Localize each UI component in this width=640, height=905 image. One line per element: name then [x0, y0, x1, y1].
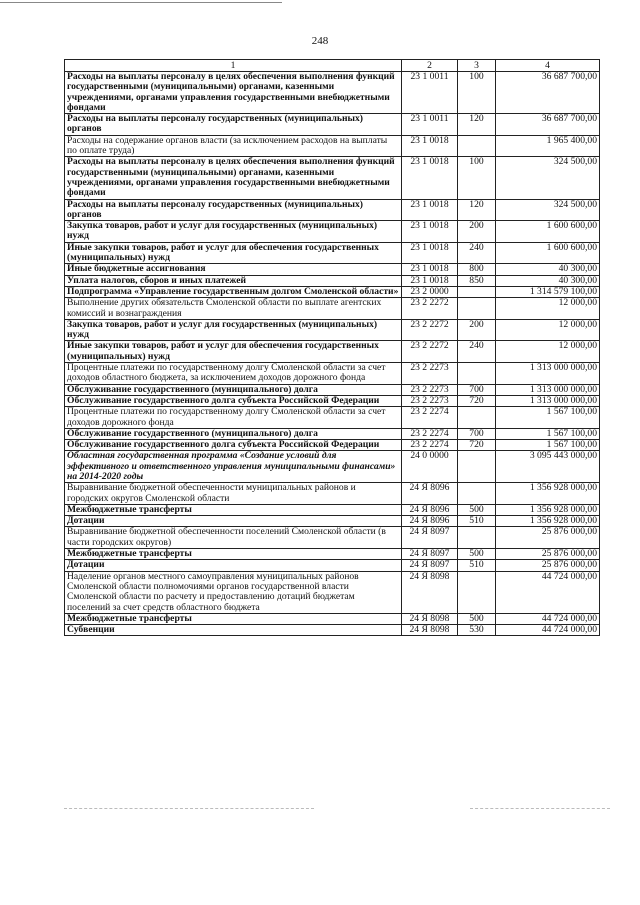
row-expense-type: 720	[458, 440, 496, 451]
row-expense-type	[458, 527, 496, 549]
row-description: Обслуживание государственного (муниципального) долга	[65, 428, 402, 439]
row-code: 24 Я 8098	[402, 571, 458, 613]
row-description: Расходы на выплаты персоналу государственных (муниципальных) органов	[65, 114, 402, 136]
row-code: 23 2 2272	[402, 298, 458, 320]
row-code: 23 1 0018	[402, 157, 458, 199]
table-row	[65, 625, 600, 636]
table-header-row	[65, 60, 600, 72]
row-expense-type: 240	[458, 242, 496, 264]
row-expense-type	[458, 286, 496, 297]
row-description: Межбюджетные трансферты	[65, 613, 402, 624]
row-expense-type: 240	[458, 341, 496, 363]
budget-table	[64, 59, 600, 636]
row-amount: 1 567 100,00	[496, 428, 600, 439]
row-description: Обслуживание государственного долга субъекта Российской Федерации	[65, 440, 402, 451]
row-expense-type	[458, 298, 496, 320]
row-expense-type: 200	[458, 221, 496, 243]
table-row	[65, 264, 600, 275]
table-row	[65, 549, 600, 560]
row-amount: 1 600 600,00	[496, 221, 600, 243]
row-amount: 1 314 579 100,00	[496, 286, 600, 297]
table-row	[65, 571, 600, 613]
row-amount: 12 000,00	[496, 341, 600, 363]
row-expense-type: 500	[458, 504, 496, 515]
row-code: 23 1 0018	[402, 199, 458, 221]
row-description: Обслуживание государственного долга субъекта Российской Федерации	[65, 395, 402, 406]
row-expense-type	[458, 407, 496, 429]
top-rule	[0, 2, 282, 3]
row-expense-type	[458, 483, 496, 505]
row-code: 23 1 0011	[402, 72, 458, 114]
row-description: Межбюджетные трансферты	[65, 504, 402, 515]
row-code: 23 2 2274	[402, 407, 458, 429]
row-code: 23 1 0011	[402, 114, 458, 136]
bottom-dotted-rule-right	[470, 808, 610, 809]
table-row	[65, 286, 600, 297]
row-amount: 12 000,00	[496, 319, 600, 341]
row-expense-type	[458, 571, 496, 613]
row-code: 24 Я 8098	[402, 625, 458, 636]
table-row	[65, 560, 600, 571]
table-row	[65, 114, 600, 136]
row-expense-type: 530	[458, 625, 496, 636]
row-description: Процентные платежи по государственному долгу Смоленской области за счет доходов областного бюджета, за исключением доходов дорожного фонда	[65, 363, 402, 385]
row-description: Иные закупки товаров, работ и услуг для обеспечения государственных (муниципальных) нужд	[65, 242, 402, 264]
table-row	[65, 135, 600, 157]
row-code: 24 Я 8096	[402, 483, 458, 505]
row-code: 23 2 2274	[402, 428, 458, 439]
row-description: Уплата налогов, сборов и иных платежей	[65, 275, 402, 286]
row-code: 24 Я 8098	[402, 613, 458, 624]
row-amount: 1 567 100,00	[496, 407, 600, 429]
table-row	[65, 440, 600, 451]
table-row	[65, 199, 600, 221]
row-code: 23 2 2273	[402, 384, 458, 395]
table-row	[65, 275, 600, 286]
row-amount: 1 600 600,00	[496, 242, 600, 264]
row-amount: 1 567 100,00	[496, 440, 600, 451]
row-expense-type: 700	[458, 428, 496, 439]
row-amount: 1 356 928 000,00	[496, 516, 600, 527]
header-col-1: 1	[65, 60, 402, 72]
row-amount: 36 687 700,00	[496, 114, 600, 136]
row-amount: 324 500,00	[496, 199, 600, 221]
row-expense-type: 510	[458, 560, 496, 571]
table-row	[65, 527, 600, 549]
row-amount: 40 300,00	[496, 264, 600, 275]
header-col-2: 2	[402, 60, 458, 72]
table-row	[65, 341, 600, 363]
row-code: 24 Я 8097	[402, 549, 458, 560]
row-expense-type: 200	[458, 319, 496, 341]
row-amount: 3 095 443 000,00	[496, 451, 600, 483]
row-description: Расходы на выплаты персоналу в целях обеспечения выполнения функций государственными (муниципальными) органами, казенными учреждениями, органами управления государственными внебюджетными фондами	[65, 157, 402, 199]
table-row	[65, 221, 600, 243]
table-row	[65, 298, 600, 320]
row-code: 23 1 0018	[402, 264, 458, 275]
row-amount: 40 300,00	[496, 275, 600, 286]
row-description: Расходы на выплаты персоналу в целях обеспечения выполнения функций государственными (муниципальными) органами, казенными учреждениями, органами управления государственными внебюджетными фондами	[65, 72, 402, 114]
row-description: Закупка товаров, работ и услуг для государственных (муниципальных) нужд	[65, 319, 402, 341]
row-code: 23 1 0018	[402, 135, 458, 157]
row-description: Процентные платежи по государственному долгу Смоленской области за счет доходов дорожного фонда	[65, 407, 402, 429]
table-row	[65, 451, 600, 483]
row-amount: 1 965 400,00	[496, 135, 600, 157]
row-description: Подпрограмма «Управление государственным долгом Смоленской области»	[65, 286, 402, 297]
row-amount: 12 000,00	[496, 298, 600, 320]
table-row	[65, 516, 600, 527]
row-code: 23 2 2272	[402, 319, 458, 341]
row-amount: 1 313 000 000,00	[496, 363, 600, 385]
row-amount: 1 313 000 000,00	[496, 395, 600, 406]
row-expense-type: 850	[458, 275, 496, 286]
row-description: Иные бюджетные ассигнования	[65, 264, 402, 275]
row-description: Наделение органов местного самоуправления муниципальных районов Смоленской области полномочиями органов государственной власти Смоленской области по расчету и предоставлению дотаций бюджетам поселений за счет средств областного бюджета	[65, 571, 402, 613]
row-code: 24 Я 8096	[402, 516, 458, 527]
row-expense-type: 500	[458, 549, 496, 560]
header-col-4: 4	[496, 60, 600, 72]
row-code: 23 2 2272	[402, 341, 458, 363]
table-row	[65, 72, 600, 114]
row-expense-type	[458, 363, 496, 385]
bottom-dotted-rule-left	[64, 808, 314, 809]
row-amount: 44 724 000,00	[496, 613, 600, 624]
row-description: Расходы на выплаты персоналу государственных (муниципальных) органов	[65, 199, 402, 221]
row-code: 24 Я 8097	[402, 527, 458, 549]
row-amount: 1 356 928 000,00	[496, 504, 600, 515]
table-row	[65, 483, 600, 505]
row-code: 24 Я 8096	[402, 504, 458, 515]
table-row	[65, 395, 600, 406]
table-row	[65, 407, 600, 429]
row-description: Закупка товаров, работ и услуг для государственных (муниципальных) нужд	[65, 221, 402, 243]
row-amount: 25 876 000,00	[496, 560, 600, 571]
table-row	[65, 504, 600, 515]
row-amount: 1 313 000 000,00	[496, 384, 600, 395]
header-col-3: 3	[458, 60, 496, 72]
row-expense-type: 500	[458, 613, 496, 624]
row-description: Расходы на содержание органов власти (за исключением расходов на выплаты по оплате труда)	[65, 135, 402, 157]
row-expense-type: 800	[458, 264, 496, 275]
table-row	[65, 363, 600, 385]
row-amount: 44 724 000,00	[496, 625, 600, 636]
row-description: Выравнивание бюджетной обеспеченности поселений Смоленской области (в части городских округов)	[65, 527, 402, 549]
row-expense-type: 720	[458, 395, 496, 406]
row-description: Дотации	[65, 516, 402, 527]
row-description: Иные закупки товаров, работ и услуг для обеспечения государственных (муниципальных) нужд	[65, 341, 402, 363]
row-code: 23 1 0018	[402, 242, 458, 264]
row-code: 23 2 0000	[402, 286, 458, 297]
row-code: 24 Я 8097	[402, 560, 458, 571]
row-code: 23 2 2274	[402, 440, 458, 451]
row-code: 23 2 2273	[402, 363, 458, 385]
row-description: Субвенции	[65, 625, 402, 636]
row-description: Межбюджетные трансферты	[65, 549, 402, 560]
row-expense-type: 700	[458, 384, 496, 395]
row-expense-type	[458, 135, 496, 157]
table-row	[65, 242, 600, 264]
row-amount: 324 500,00	[496, 157, 600, 199]
row-amount: 44 724 000,00	[496, 571, 600, 613]
row-description: Областная государственная программа «Создание условий для эффективного и ответственного управления муниципальными финансами» на 2014-2020 годы	[65, 451, 402, 483]
row-description: Выравнивание бюджетной обеспеченности муниципальных районов и городских округов Смоленской области	[65, 483, 402, 505]
row-description: Дотации	[65, 560, 402, 571]
row-description: Выполнение других обязательств Смоленской области по выплате агентских комиссий и вознаграждения	[65, 298, 402, 320]
row-expense-type	[458, 451, 496, 483]
row-expense-type: 510	[458, 516, 496, 527]
row-expense-type: 120	[458, 199, 496, 221]
row-description: Обслуживание государственного (муниципального) долга	[65, 384, 402, 395]
table-row	[65, 428, 600, 439]
row-amount: 25 876 000,00	[496, 549, 600, 560]
row-amount: 1 356 928 000,00	[496, 483, 600, 505]
page-number: 248	[311, 35, 329, 47]
row-expense-type: 100	[458, 157, 496, 199]
row-code: 23 1 0018	[402, 275, 458, 286]
table-row	[65, 157, 600, 199]
row-expense-type: 100	[458, 72, 496, 114]
table-row	[65, 613, 600, 624]
table-row	[65, 319, 600, 341]
table-row	[65, 384, 600, 395]
row-amount: 25 876 000,00	[496, 527, 600, 549]
row-expense-type: 120	[458, 114, 496, 136]
row-amount: 36 687 700,00	[496, 72, 600, 114]
row-code: 23 1 0018	[402, 221, 458, 243]
row-code: 23 2 2273	[402, 395, 458, 406]
row-code: 24 0 0000	[402, 451, 458, 483]
